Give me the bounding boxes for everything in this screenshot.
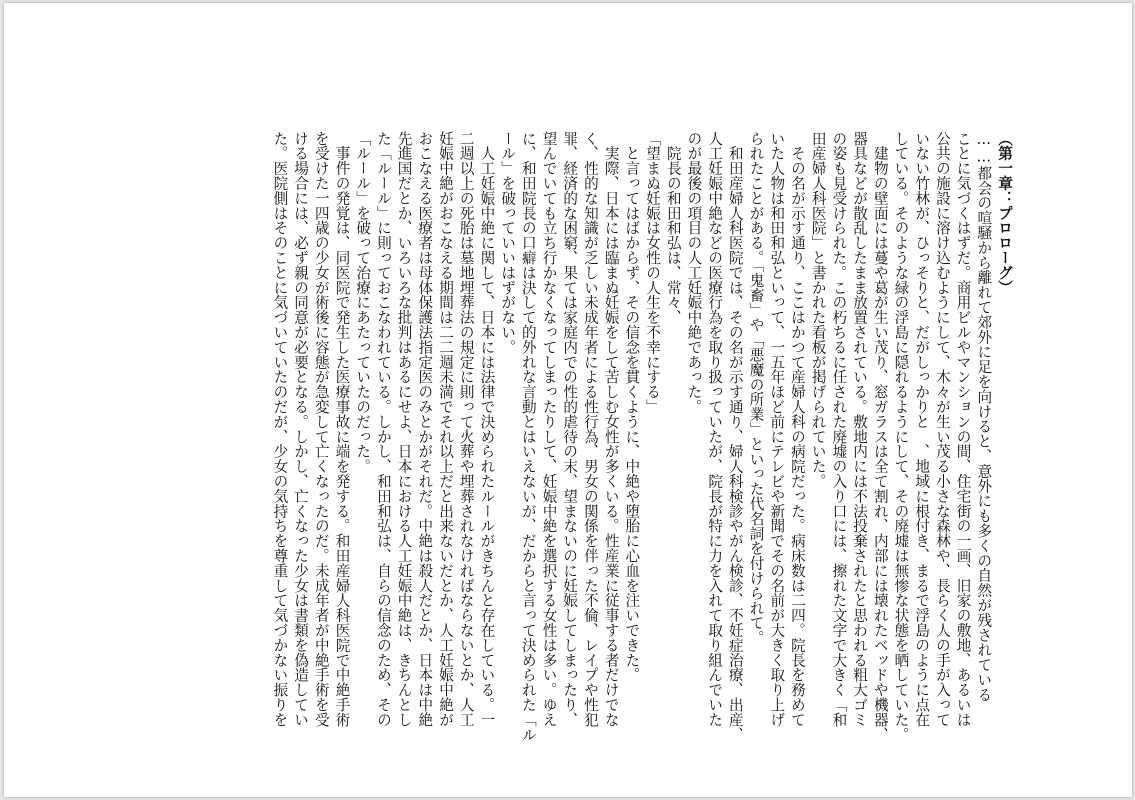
document-page	[4, 3, 1132, 797]
text-line: いた人物は和田和弘といって、一五年ほど前にテレビや新聞でその名前が大きく取り上げ	[768, 131, 786, 727]
text-line: 実際、日本には臨まぬ妊娠をして苦しむ女性が多くいる。性産業に従事する者だけでな	[602, 131, 620, 727]
text-line: おこなえる医療者は母体保護法指定医のみとかがそれだ。中絶は殺人だとか、日本は中絶	[416, 131, 434, 727]
text-line: 妊娠中絶がおこなえる期間は二二週未満でそれ以上だと出来ないだとか、人工妊娠中絶が	[437, 131, 455, 727]
text-line: 建物の壁面には蔓や葛が生い茂り、窓ガラスは全て割れ、内部には壊れたベッドや機器、	[871, 131, 889, 742]
text-line: られたことがある。「鬼畜」や「悪魔の所業」といった代名詞を付けられて。	[747, 131, 765, 646]
chapter-title: （第一章：プロローグ）	[996, 131, 1013, 295]
text-line: ール」を破っていいはずがない。	[499, 131, 517, 355]
text-line: している。そのような緑の浮島に隠れるようにして、その廃墟は無惨な状態を晒していた。	[892, 131, 910, 742]
text-line: 和田産婦人科医院では、その名が示す通り、婦人科検診やがん検診、不妊症治療、出産、	[726, 131, 744, 742]
text-line: 「望まぬ妊娠は女性の人生を不幸にする」	[644, 131, 662, 415]
text-line: く、性的な知識が乏しい未成年者による性行為、男女の関係を伴った不倫、レイプや性犯	[581, 131, 599, 727]
text-line: 「ルール」を破って治療にあたっていたのだった。	[354, 131, 372, 474]
text-line: ことに気づくはずだ。商用ビルやマンションの間、住宅街の一画、旧家の敷地、あるいは	[954, 131, 972, 727]
text-line: 公共の施設に溶け込むようにして、木々が生い茂る小さな森林や、長らく人の手が入って	[933, 131, 951, 727]
text-line: 器具などが散乱したまま放置されている。敷地内には不法投棄されたと思われる粗大ゴミ	[851, 131, 869, 727]
text-line: 人工妊娠中絶などの医療行為を取り扱っていたが、院長が特に力を入れて取り組んでいた	[706, 131, 724, 727]
text-line: 人工妊娠中絶に関して、日本には法律で決められたルールがきちんと存在している。一	[478, 131, 496, 727]
text-line: と言ってはばからず、その信念を貫くように、中絶や堕胎に心血を注いできた。	[623, 131, 641, 683]
text-line: 事件の発覚は、同医院で発生した医療事故に端を発する。和田産婦人科医院で中絶手術	[333, 131, 351, 727]
text-line: に、和田院長の口癖は決して的外れな言動とはいえないが、だからと言って決められた「ル	[519, 131, 537, 742]
text-line: 先進国だとか、いろいろな批判はあるにせよ、日本における人工妊娠中絶は、きちんとし	[395, 131, 413, 727]
text-line: を受けた一四歳の少女が術後に容態が急変して亡くなったのだ。未成年者が中絶手術を受	[312, 131, 330, 727]
text-line: ……都会の喧騒から離れて郊外に足を向けると、意外にも多くの自然が残されている	[975, 131, 993, 702]
text-line: た「ルール」に則っておこなわれている。しかし、和田和弘は、自らの信念のため、その	[374, 131, 392, 727]
text-line: 二週以上の死胎は墓地埋葬法の規定に則って火葬や埋葬されなければならないとか、人工	[457, 131, 475, 727]
text-line: 院長の和田和弘は、常々、	[664, 131, 682, 325]
vertical-text-body	[269, 131, 1014, 742]
text-line: 罪、経済的な困窮、果ては家庭内での性的虐待の末、望まないのに妊娠してしまったり、	[561, 131, 579, 727]
text-line: いない竹林が、ひっそりと、だがしっかりと 、地域に根付き、まるで浮島のように点在	[913, 131, 931, 727]
text-line: のが最後の項目の人工妊娠中絶であった。	[685, 131, 703, 415]
text-line: 田産婦人科医院」と書かれた看板が掲げられていた。	[809, 131, 827, 489]
text-line: その名が示す通り、ここはかつて産婦人科の病院だった。病床数は二四。院長を務めて	[788, 131, 806, 727]
text-line: の姿も見受けられた。この朽ちるに任された廃墟の入り口には、擦れた文字で大きく「和	[830, 131, 848, 727]
text-line: た。医院側はそのことに気づいていたのだが、少女の気持ちを尊重して気づかない振りを	[271, 131, 289, 727]
text-line: ける場合には、必ず親の同意が必要となる。しかし、亡くなった少女は書類を偽造してい	[292, 131, 310, 727]
text-line: 望んでいても立ち行かなくなってしまったりして、妊娠中絶を選択する女性は多い。ゆえ	[540, 131, 558, 727]
